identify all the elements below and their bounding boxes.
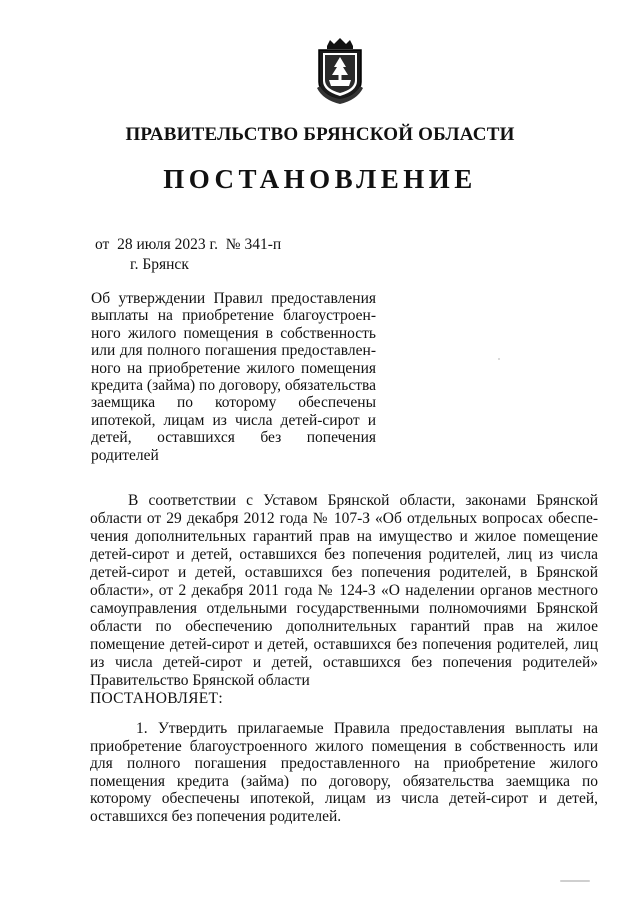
decree-item-1: 1. Утвердить прилагаемые Правила предоставления выплаты на приобретение благоустроенного жилого помещения в собственность или для полного погашения предоставленного на приобретение жилого помещения кредита (займа) по договору, обязательства заемщика по которому обеспечены ипотекой, лицам из числа детей-сирот и детей, оставшихся без попечения родителей. — [90, 720, 598, 825]
decree-word: ПОСТАНОВЛЯЕТ: — [90, 690, 223, 707]
city-name: г. Брянск — [130, 256, 189, 273]
scan-speck — [560, 880, 590, 882]
document-type-title: ПОСТАНОВЛЕНИЕ — [163, 164, 477, 194]
government-title: ПРАВИТЕЛЬСТВО БРЯНСКОЙ ОБЛАСТИ — [125, 124, 515, 145]
scan-speck — [498, 358, 500, 360]
preamble-paragraph: В соответствии с Уставом Брянской области, законами Брянской области от 29 декабря 2012 года № 107-З «Об отдельных вопросах обеспечения дополнительных гарантий прав на имущество и жилое помещение детей-сирот и детей, оставшихся без попечения родителей, лиц из числа детей-сирот и детей, оставшихся без попечения родителей, в Брянской области», от 2 декабря 2011 года № 124-З «О наделении органов местного самоуправления отдельными государственными полномочиями Брянской области по обеспечению дополнительных гарантий прав на жилое помещение детей-сирот и детей, оставшихся без попечения родителей, лиц из числа детей-сирот и детей, оставшихся без попечения родителей» Правительство Брянской области — [90, 492, 598, 689]
document-subject: Об утверждении Правил предоставления выплаты на приобретение благоустроенного жилого помещения в собственность или для полного погашения предоставленного на приобретение жилого помещения кредита (займа) по договору, обязательства заемщика по которому обеспечены ипотекой, лицам из числа детей-сирот и детей, оставшихся без попечения родителей — [91, 290, 376, 464]
date-number-line: от 28 июля 2023 г. № 341-п — [95, 236, 282, 253]
bryansk-coat-of-arms-icon — [313, 38, 367, 106]
